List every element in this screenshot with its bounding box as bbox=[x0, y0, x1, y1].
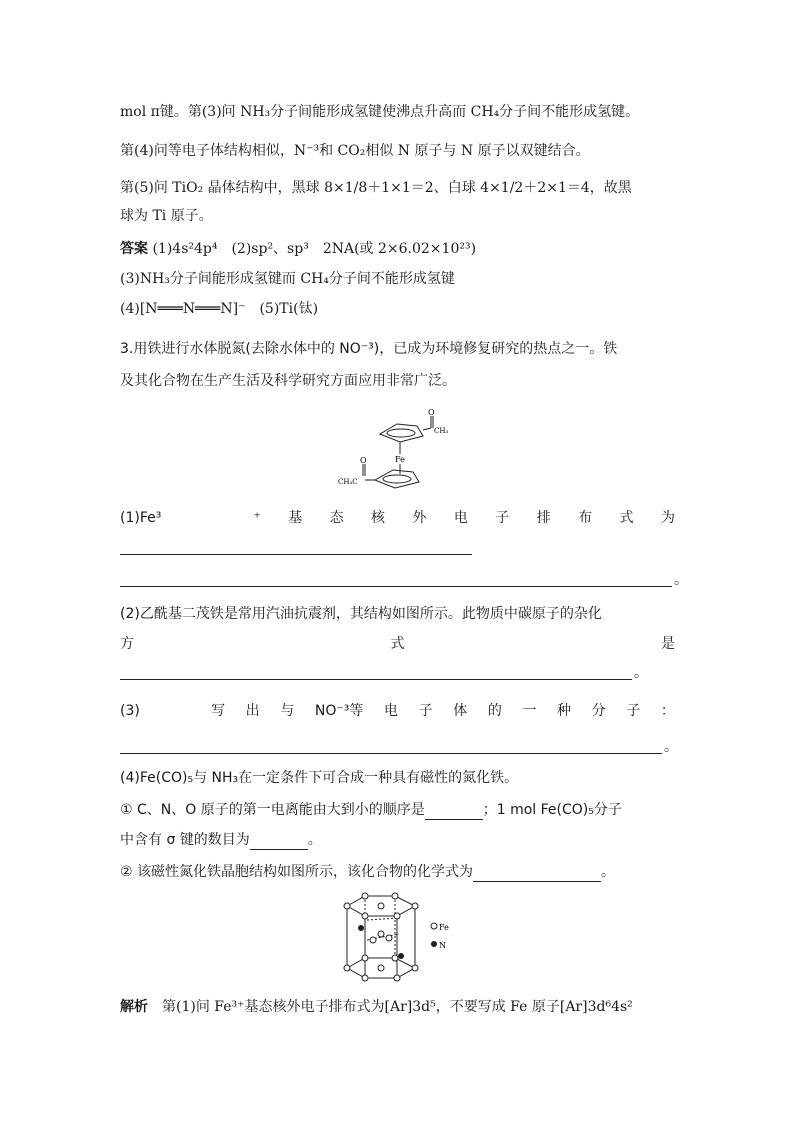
q3-period: 。 bbox=[664, 739, 678, 755]
q1-part-2: 基 bbox=[288, 510, 303, 526]
question-1 bbox=[120, 508, 675, 528]
analysis-text: 第(1)问 Fe³⁺基态核外电子排布式为[Ar]3d⁵，不要写成 Fe 原子[Ar]3d⁶4s² bbox=[162, 999, 633, 1015]
q3-part-6: 子 bbox=[418, 703, 433, 719]
answer-line-2: (3)NH₃分子间能形成氢键而 CH₄分子间不能形成氢键 bbox=[120, 271, 455, 287]
q4-2-text: ② 该磁性氮化铁晶胞结构如图所示，该化合物的化学式为 bbox=[120, 864, 473, 880]
q4-1-period: 。 bbox=[307, 832, 322, 848]
q1-part-6: 电 bbox=[453, 510, 468, 526]
answer-blank-1a[interactable] bbox=[120, 554, 472, 555]
question-4-intro: (4)Fe(CO)₅与 NH₃在一定条件下可合成一种具有磁性的氮化铁。 bbox=[120, 770, 519, 786]
q4-1-text-c: 中含有 σ 键的数目为 bbox=[120, 832, 250, 848]
iron-label: Fe bbox=[395, 455, 405, 464]
analysis-label: 解析 bbox=[120, 999, 148, 1015]
q3-part-3: 与 bbox=[280, 703, 295, 719]
q4-2-period: 。 bbox=[601, 864, 615, 880]
q4-1-text-a: ① C、N、O 原子的第一电离能由大到小的顺序是 bbox=[120, 802, 425, 818]
q2-period: 。 bbox=[634, 665, 648, 681]
question-intro-2: 及其化合物在生产生活及科学研究方面应用非常广泛。 bbox=[120, 373, 456, 389]
question-2-line-2 bbox=[120, 634, 675, 654]
q1-part-9: 布 bbox=[578, 510, 593, 526]
answer-text-1: (1)4s²4p⁴ (2)sp²、sp³ 2NA(或 2×6.02×10²³) bbox=[152, 241, 477, 257]
q1-period: 。 bbox=[674, 572, 688, 588]
question-4-2 bbox=[120, 862, 615, 882]
answer-line-1 bbox=[120, 239, 476, 259]
q1-part-4: 核 bbox=[371, 510, 385, 526]
q3-part-1: 写 bbox=[211, 703, 226, 719]
q1-part-10: 式 bbox=[619, 510, 634, 526]
iron-nitride-unit-cell bbox=[337, 890, 462, 986]
q3-part-4: NO⁻³等 bbox=[314, 703, 364, 719]
q1-part-5: 外 bbox=[412, 510, 427, 526]
explanation-line-3: 第(5)问 TiO₂ 晶体结构中，黑球 8×1/8＋1×1＝2、白球 4×1/2＋2×1＝4，故黑 bbox=[120, 180, 632, 196]
q3-part-12: 子 bbox=[626, 703, 641, 719]
q3-part-7: 体 bbox=[453, 703, 468, 719]
top-acetyl-bond bbox=[423, 428, 431, 430]
q1-part-0: (1)Fe³ bbox=[120, 510, 162, 526]
q2-word-0: 方 bbox=[120, 636, 134, 652]
explanation-line-1: mol π键。第(3)问 NH₃分子间能形成氢键使沸点升高而 CH₄分子间不能形成氢键。 bbox=[120, 104, 640, 120]
q1-part-1: ⁺ bbox=[253, 510, 261, 526]
bottom-ring-inner bbox=[383, 475, 411, 483]
q3-part-11: 分 bbox=[591, 703, 606, 719]
question-4-1-line-1 bbox=[120, 800, 622, 820]
q1-part-3: 态 bbox=[329, 510, 344, 526]
q2-word-2: 是 bbox=[661, 636, 675, 652]
bottom-cyclopentadienyl-ring bbox=[375, 470, 419, 488]
carbonyl-o-top: O bbox=[428, 408, 435, 417]
q3-part-5: 电 bbox=[384, 703, 398, 719]
q3-part-0: (3) bbox=[120, 703, 140, 719]
q3-part-10: 种 bbox=[557, 703, 572, 719]
explanation-line-2: 第(4)问等电子体结构相似，N⁻³和 CO₂相似 N 原子与 N 原子以双键结合。 bbox=[120, 143, 590, 159]
methyl-left: CH₃C bbox=[338, 478, 358, 486]
top-ring-inner bbox=[387, 429, 415, 437]
fe-atoms bbox=[344, 893, 418, 981]
q3-part-8: 的 bbox=[487, 703, 502, 719]
methyl-right: CH₃ bbox=[434, 427, 449, 435]
answer-line-3: (4)[N═══N═══N]⁻ (5)Ti(钛) bbox=[120, 301, 319, 317]
q1-part-8: 排 bbox=[536, 510, 551, 526]
carbonyl-o-bottom: O bbox=[360, 456, 367, 465]
acetylferrocene-structure bbox=[335, 404, 475, 494]
question-intro-1: 3.用铁进行水体脱氮(去除水体中的 NO⁻³)，已成为环境修复研究的热点之一。铁 bbox=[120, 341, 618, 357]
answer-blank-3[interactable] bbox=[120, 753, 662, 754]
answer-blank-1b[interactable] bbox=[120, 586, 672, 587]
explanation-line-4: 球为 Ti 原子。 bbox=[120, 208, 213, 224]
legend-n-symbol bbox=[431, 941, 437, 947]
top-cyclopentadienyl-ring bbox=[380, 424, 423, 442]
q4-1-text-b: ；1 mol Fe(CO)₅分子 bbox=[482, 802, 622, 818]
q3-part-2: 出 bbox=[245, 703, 260, 719]
analysis-line bbox=[120, 997, 633, 1017]
q2-word-1: 式 bbox=[390, 636, 405, 652]
q3-part-9: 一 bbox=[522, 703, 537, 719]
q3-part-13: ： bbox=[660, 703, 675, 719]
question-3 bbox=[120, 701, 675, 721]
legend-n-label: N bbox=[439, 941, 446, 950]
answer-label: 答案 bbox=[120, 241, 148, 257]
legend-fe-symbol bbox=[431, 923, 437, 929]
answer-blank-4a[interactable] bbox=[425, 805, 483, 820]
question-4-1-line-2 bbox=[120, 830, 322, 850]
question-2-line-1: (2)乙酰基二茂铁是常用汽油抗震剂，其结构如图所示。此物质中碳原子的杂化 bbox=[120, 606, 602, 622]
legend-fe-label: Fe bbox=[439, 923, 449, 932]
q1-part-7: 子 bbox=[495, 510, 510, 526]
answer-blank-4b[interactable] bbox=[250, 835, 308, 850]
answer-blank-2[interactable] bbox=[120, 679, 632, 680]
q1-part-11: 为 bbox=[660, 510, 675, 526]
answer-blank-4c[interactable] bbox=[473, 867, 601, 882]
